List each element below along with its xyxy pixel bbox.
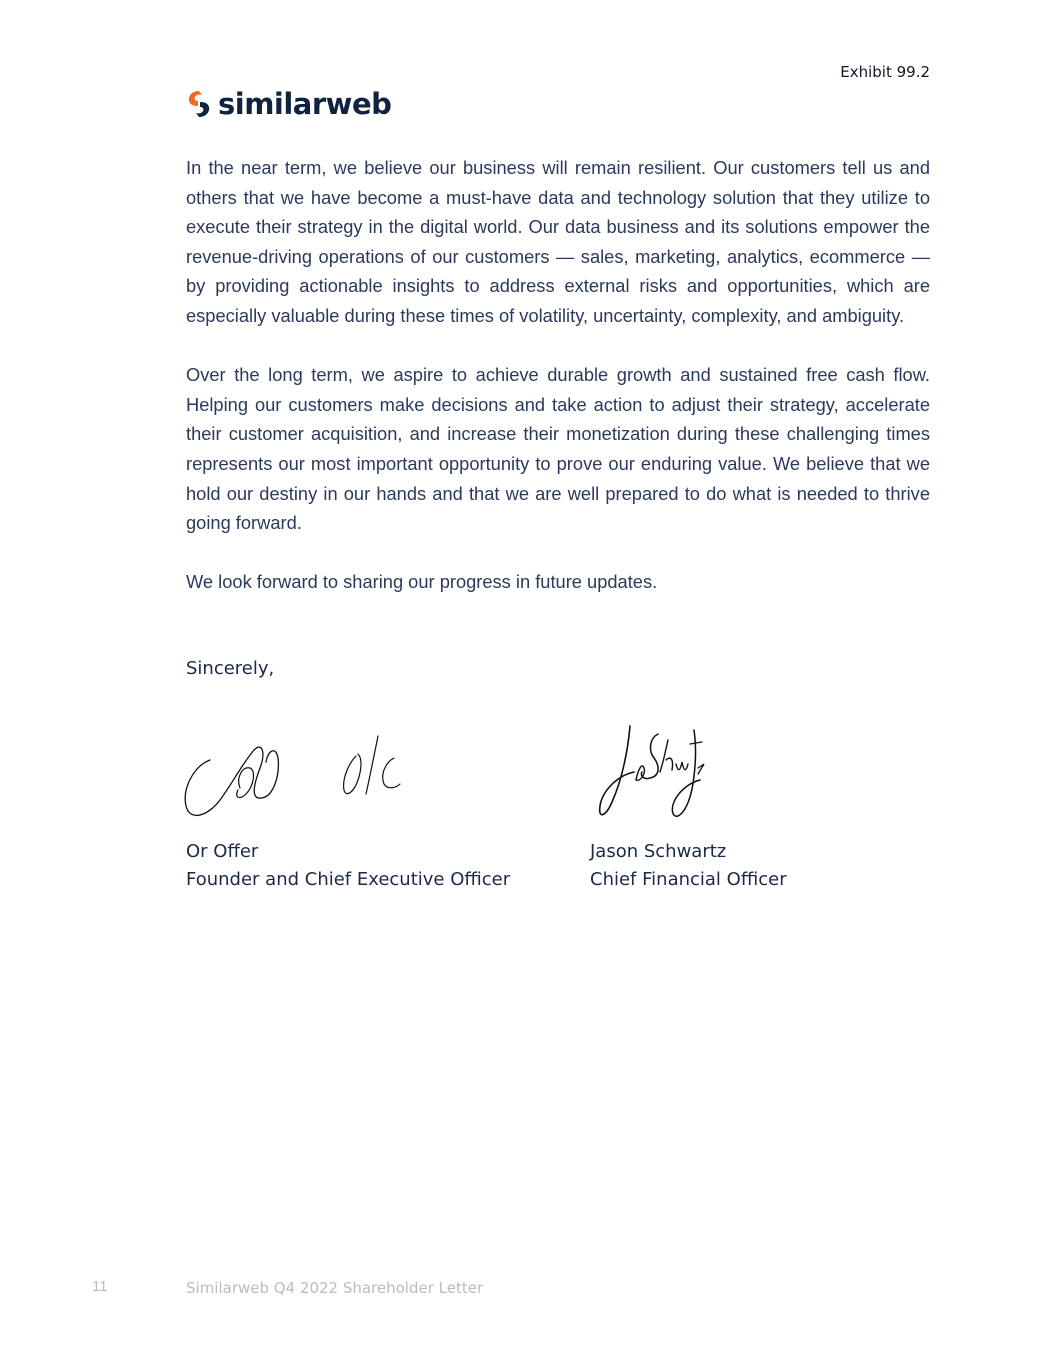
signer-name: Or Offer [186,841,259,862]
page-number: 11 [92,1278,108,1295]
signer-or-offer [186,838,510,894]
signer-title: Chief Financial Officer [590,869,787,890]
similarweb-logo-icon [186,89,212,119]
footer-document-title: Similarweb Q4 2022 Shareholder Letter [186,1279,484,1297]
signature-jason-schwartz [594,720,714,825]
closing: Sincerely, [186,658,275,679]
paragraph: In the near term, we believe our business will remain resilient. Our customers tell us and others that we have become a must-have data and technology solution that they utilize to execute their strategy in the digital world. Our data business and its solutions empower the revenue-driving operations of our customers — sales, marketing, analytics, ecommerce — by providing actionable insights to address external risks and opportunities, which are especially valuable during these times of volatility, uncertainty, complexity, and ambiguity. [186,157,930,326]
exhibit-label: Exhibit 99.2 [840,63,930,81]
signer-jason-schwartz [590,838,787,894]
signature-or-offer [180,728,410,823]
similarweb-logo [186,86,391,122]
paragraph: We look forward to sharing our progress in future updates. [186,571,658,593]
signer-name: Jason Schwartz [590,841,727,862]
logo-wordmark: similarweb [218,87,392,121]
letter-body [186,153,930,627]
paragraph: Over the long term, we aspire to achieve durable growth and sustained free cash flow. Helping our customers make decisions and take action to adjust their strategy, accelerate their customer acquisition, and increase their monetization during these challenging times represents our most important opportunity to prove our enduring value. We believe that we hold our destiny in our hands and that we are well prepared to do what is needed to thrive going forward. [186,364,930,534]
signer-title: Founder and Chief Executive Officer [186,869,511,890]
